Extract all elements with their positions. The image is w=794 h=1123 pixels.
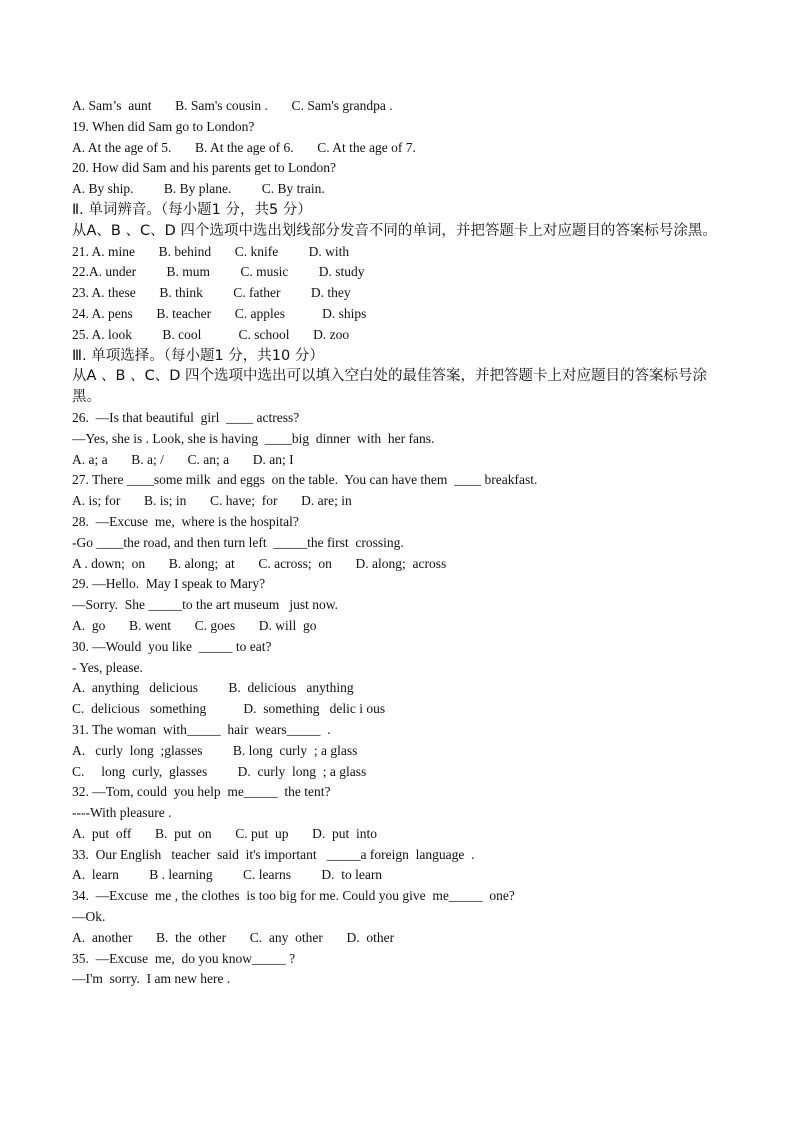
question-33: 33. Our English teacher said it's important _____a foreign language . [72,846,475,862]
question-29: 29. —Hello. May I speak to Mary? [72,576,266,592]
answer-options-q33: A. learn B . learning C. learns D. to learn [72,867,383,883]
question-20: 20. How did Sam and his parents get to London? [72,160,336,176]
question-35: 35. —Excuse me, do you know_____ ? [72,950,296,966]
question-24: 24. A. pens B. teacher C. apples D. ships [72,305,367,321]
section-3-heading: Ⅲ. 单项选择。（每小题1 分，共10 分） [72,347,324,364]
question-28: 28. —Excuse me, where is the hospital? [72,513,299,529]
answer-options-q18: A. Sam’s aunt B. Sam's cousin . C. Sam's grandpa . [72,98,393,113]
question-29-dialogue: —Sorry. She _____to the art museum just now. [72,597,338,613]
question-26: 26. —Is that beautiful girl ____ actress? [72,409,300,425]
answer-options-q31-cd: C. long curly, glasses D. curly long ; a glass [72,763,367,779]
question-23: 23. A. these B. think C. father D. they [72,285,351,301]
question-34-dialogue: —Ok. [72,909,106,925]
question-25: 25. A. look B. cool C. school D. zoo [72,326,350,342]
question-34: 34. —Excuse me , the clothes is too big for me. Could you give me_____ one? [72,888,515,904]
question-30-dialogue: - Yes, please. [72,659,143,675]
question-30: 30. —Would you like _____ to eat? [72,638,272,654]
answer-options-q19: A. At the age of 5. B. At the age of 6. C. At the age of 7. [72,139,416,155]
question-26-dialogue: —Yes, she is . Look, she is having ____big dinner with her fans. [72,430,435,446]
answer-options-q26: A. a; a B. a; / C. an; a D. an; I [72,451,294,467]
section-3-instructions: 从A 、B 、C、D 四个选项中选出可以填入空白处的最佳答案，并把答题卡上对应题目的答案标号涂黑。 [72,368,707,406]
answer-options-q32: A. put off B. put on C. put up D. put into [72,825,378,841]
question-32: 32. —Tom, could you help me_____ the tent? [72,784,331,800]
question-31: 31. The woman with_____ hair wears_____ . [72,721,331,737]
answer-options-q30-ab: A. anything delicious B. delicious anything [72,680,354,696]
question-35-dialogue: —I'm sorry. I am new here . [72,971,231,987]
answer-options-q31-ab: A. curly long ;glasses B. long curly ; a glass [72,742,358,758]
answer-options-q34: A. another B. the other C. any other D. other [72,929,395,945]
answer-options-q29: A. go B. went C. goes D. will go [72,617,317,633]
question-22: 22.A. under B. mum C. music D. study [72,264,365,280]
question-21: 21. A. mine B. behind C. knife D. with [72,243,350,259]
section-2-instructions: 从A、B 、C、D 四个选项中选出划线部分发音不同的单词，并把答题卡上对应题目的答案标号涂黑。 [72,222,717,239]
question-27: 27. There ____some milk and eggs on the table. You can have them ____ breakfast. [72,472,538,488]
answer-options-q28: A . down; on B. along; at C. across; on D. along; across [72,555,447,571]
question-32-dialogue: ----With pleasure . [72,805,172,821]
section-2-heading: Ⅱ. 单词辨音。（每小题1 分，共5 分） [72,201,312,218]
answer-options-q30-cd: C. delicious something D. something delic i ous [72,701,386,717]
question-28-dialogue: -Go ____the road, and then turn left _____the first crossing. [72,534,404,550]
answer-options-q20: A. By ship. B. By plane. C. By train. [72,181,325,197]
exam-page [72,96,732,990]
question-19: 19. When did Sam go to London? [72,118,255,134]
answer-options-q27: A. is; for B. is; in C. have; for D. are; in [72,493,352,509]
